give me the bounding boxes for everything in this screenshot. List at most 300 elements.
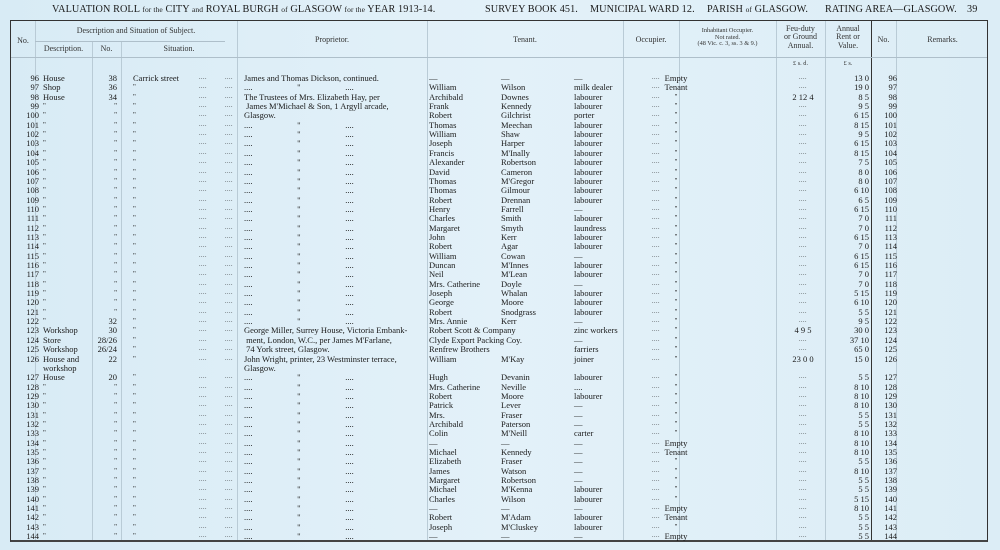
- leader-dots: ....: [225, 392, 233, 399]
- tenant-surname: Cameron: [501, 166, 533, 177]
- proprietor: .... " ....: [244, 231, 354, 242]
- leader-dots: ....: [225, 308, 233, 315]
- leader-dots: ....: [199, 103, 207, 110]
- leader-dots: ....: [652, 514, 660, 521]
- tenant-occupation: labourer: [574, 372, 603, 383]
- leader-dots: ....: [225, 233, 233, 240]
- entry-number-right: 98: [888, 91, 897, 102]
- leader-dots: ....: [652, 290, 660, 297]
- street-number: ": [114, 532, 117, 541]
- leader-dots: ....: [652, 477, 660, 484]
- table-row: [11, 383, 989, 392]
- entry-number: 119: [26, 288, 39, 299]
- leader-dots: ....: [225, 346, 233, 353]
- street-number: ": [114, 419, 117, 428]
- table-row: [11, 280, 989, 289]
- leader-dots: ....: [225, 196, 233, 203]
- tenant-occupation: labourer: [574, 138, 603, 149]
- table-row: [11, 93, 989, 102]
- tenant-surname: Robertson: [501, 475, 536, 486]
- situation: ": [133, 120, 136, 129]
- table-row: [11, 355, 989, 364]
- entry-number: 125: [26, 344, 39, 355]
- tenant-occupation: —: [574, 409, 583, 420]
- situation: ": [133, 261, 136, 269]
- street-number: 22: [108, 353, 117, 364]
- annual-rent: 5 5: [858, 372, 869, 383]
- leader-dots: ....: [652, 392, 660, 399]
- proprietor: .... " ....: [244, 203, 354, 214]
- entry-number-right: 128: [884, 381, 897, 392]
- entry-number-right: 130: [884, 400, 897, 411]
- proprietor: .... " ....: [244, 213, 354, 224]
- situation: ": [133, 354, 136, 363]
- feu-duty: ....: [799, 411, 807, 418]
- tenant-occupation: —: [574, 437, 583, 448]
- leader-dots: ....: [652, 262, 660, 268]
- situation: ": [133, 139, 136, 148]
- street-number: ": [114, 289, 117, 298]
- occupier: ": [674, 476, 678, 485]
- title-text: GLASGOW: [290, 4, 342, 15]
- entry-number: 142: [26, 512, 39, 523]
- tenant-forename: Robert: [429, 306, 453, 317]
- tenant-forename: Robert: [429, 241, 453, 252]
- proprietor: .... " ....: [244, 390, 354, 401]
- tenant-occupation: labourer: [574, 390, 603, 401]
- tenant-occupation: milk dealer: [574, 82, 613, 93]
- tenant-surname: Paterson: [501, 418, 531, 429]
- leader-dots: ....: [199, 262, 207, 268]
- tenant-forename: —: [429, 437, 438, 448]
- occupier: ": [674, 466, 678, 475]
- occupier: Tenant: [664, 512, 688, 523]
- tenant-occupation: labourer: [574, 297, 603, 308]
- entry-number-right: 132: [884, 418, 897, 429]
- tenant-occupation: labourer: [574, 194, 603, 205]
- situation: ": [133, 317, 136, 326]
- feu-duty: ....: [799, 224, 807, 231]
- leader-dots: ....: [225, 271, 233, 278]
- proprietor: .... " ....: [244, 447, 354, 457]
- tenant-forename: Mrs.: [429, 409, 445, 420]
- description: ": [43, 204, 46, 213]
- annual-rent: 8 10: [854, 503, 869, 514]
- street-number: ": [114, 232, 117, 241]
- description: ": [43, 522, 46, 531]
- annual-rent: 8 0: [858, 175, 869, 186]
- description: ": [43, 438, 46, 447]
- tenant-forename: John: [429, 231, 446, 242]
- tenant-forename: Frank: [429, 101, 449, 112]
- entry-number: 103: [26, 138, 39, 149]
- entry-number-right: 137: [884, 465, 897, 476]
- situation: ": [133, 419, 136, 428]
- occupier: ": [674, 102, 678, 111]
- tenant-surname: Smith: [501, 213, 522, 224]
- situation: ": [133, 345, 136, 354]
- title-text: for the: [344, 5, 365, 14]
- leader-dots: ....: [652, 168, 660, 175]
- header-rent-line: Value.: [837, 40, 859, 50]
- occupier: ": [674, 382, 678, 391]
- table-row: [11, 205, 989, 214]
- proprietor: ment, London, W.C., per James M'Farlane,: [244, 334, 392, 345]
- tenant-surname: Agar: [501, 241, 518, 252]
- situation: ": [133, 223, 136, 232]
- header-no: No.: [17, 36, 29, 45]
- description: ": [43, 448, 46, 456]
- leader-dots: ....: [652, 149, 660, 156]
- tenant-forename: Margaret: [429, 222, 460, 233]
- entry-number-right: 136: [884, 456, 897, 467]
- proprietor: .... " ....: [244, 175, 354, 186]
- tenant-surname: Kerr: [501, 231, 517, 242]
- situation: ": [133, 504, 136, 513]
- occupier: ": [674, 176, 678, 185]
- table-row: [11, 186, 989, 195]
- entry-number-right: 99: [888, 101, 897, 112]
- leader-dots: ....: [199, 168, 207, 175]
- proprietor: George Miller, Surrey House, Victoria Embank-: [244, 325, 408, 336]
- tenant-surname: —: [501, 503, 510, 514]
- tenant-forename: Charles: [429, 493, 455, 504]
- proprietor: .... " ....: [244, 147, 354, 158]
- feu-duty: ....: [799, 318, 807, 325]
- feu-duty: ....: [799, 112, 807, 119]
- tenant-surname: Wilson: [501, 493, 526, 504]
- feu-duty: ....: [799, 308, 807, 315]
- tenant-occupation: labourer: [574, 484, 603, 495]
- description: ": [43, 419, 46, 428]
- situation: ": [133, 251, 136, 260]
- table-row: [11, 523, 989, 532]
- proprietor: .... " ....: [244, 475, 354, 486]
- entry-number: 98: [30, 91, 39, 102]
- situation: ": [133, 214, 136, 223]
- occupier: ": [674, 457, 678, 466]
- tenant-forename: Patrick: [429, 400, 454, 411]
- tenant-forename: William: [429, 82, 457, 93]
- street-number: 28/26: [97, 334, 117, 345]
- entry-number: 97: [30, 82, 39, 93]
- entry-number-right: 110: [884, 203, 897, 214]
- occupier: ": [674, 204, 678, 213]
- entry-number-right: 144: [884, 531, 897, 542]
- table-row: [11, 121, 989, 130]
- leader-dots: ....: [652, 430, 660, 437]
- street-number: ": [114, 167, 117, 176]
- leader-dots: ....: [652, 252, 660, 259]
- occupier: ": [674, 92, 678, 101]
- leader-dots: ....: [225, 467, 233, 474]
- entry-number: 112: [26, 222, 39, 233]
- annual-rent: 5 5: [858, 306, 869, 317]
- tenant-surname: M'Cluskey: [501, 521, 538, 532]
- leader-dots: ....: [199, 383, 207, 390]
- leader-dots: ....: [225, 383, 233, 390]
- table-row: [11, 448, 989, 457]
- table-row: [11, 420, 989, 429]
- leader-dots: ....: [199, 224, 207, 231]
- leader-dots: ....: [652, 523, 660, 530]
- description: ": [43, 130, 46, 139]
- occupier: ": [674, 158, 678, 167]
- feu-duty: ....: [799, 262, 807, 268]
- tenant-forename: Colin: [429, 428, 448, 439]
- leader-dots: ....: [199, 121, 207, 128]
- feu-duty: ....: [799, 131, 807, 138]
- description: ": [43, 289, 46, 298]
- annual-rent: 8 10: [854, 390, 869, 401]
- feu-duty: ....: [799, 514, 807, 521]
- annual-rent: 7 0: [858, 213, 869, 224]
- table-row: [11, 504, 989, 513]
- situation: ": [133, 102, 136, 111]
- entry-number: 108: [26, 185, 39, 196]
- street-number: ": [114, 438, 117, 447]
- tenant-occupation: labourer: [574, 175, 603, 186]
- leader-dots: ....: [225, 374, 233, 381]
- entry-number-right: 112: [884, 222, 897, 233]
- feu-duty: ....: [799, 205, 807, 212]
- title-text: of: [745, 5, 753, 14]
- tenant-forename: Margaret: [429, 475, 460, 486]
- tenant-occupation: —: [574, 203, 583, 214]
- leader-dots: ....: [652, 177, 660, 184]
- tenant-occupation: joiner: [574, 353, 594, 364]
- entry-number: 124: [26, 334, 39, 345]
- table-row: [11, 270, 989, 279]
- feu-duty: ....: [799, 271, 807, 278]
- page-number: 39: [967, 4, 978, 15]
- title-text: and: [191, 5, 204, 14]
- street-number: ": [114, 410, 117, 419]
- annual-rent: 6 15: [854, 203, 869, 214]
- street-number: ": [114, 120, 117, 129]
- tenant-occupation: porter: [574, 110, 595, 121]
- entry-number: 129: [26, 390, 39, 401]
- leader-dots: ....: [199, 505, 207, 512]
- leader-dots: ....: [652, 467, 660, 474]
- entry-number-right: 138: [884, 475, 897, 486]
- leader-dots: ....: [199, 523, 207, 530]
- feu-duty: ....: [799, 486, 807, 493]
- leader-dots: ....: [652, 383, 660, 390]
- proprietor: .... " ....: [244, 82, 354, 93]
- leader-dots: ....: [199, 467, 207, 474]
- leader-dots: ....: [199, 299, 207, 306]
- occupier: ": [674, 251, 678, 260]
- leader-dots: ....: [225, 224, 233, 231]
- feu-duty: ....: [799, 467, 807, 474]
- leader-dots: ....: [225, 486, 233, 493]
- occupier: ": [674, 410, 678, 419]
- leader-dots: ....: [225, 439, 233, 446]
- leader-dots: ....: [199, 318, 207, 325]
- tenant-occupation: labourer: [574, 91, 603, 102]
- entry-number-right: 101: [884, 119, 897, 130]
- situation: ": [133, 186, 136, 195]
- leader-dots: ....: [225, 449, 233, 455]
- description: House: [43, 91, 65, 102]
- rating-area: RATING AREA—GLASGOW.: [825, 4, 957, 15]
- leader-dots: ....: [199, 252, 207, 259]
- annual-rent: 5 5: [858, 456, 869, 467]
- proprietor: Glasgow.: [244, 362, 276, 373]
- entry-number: 138: [26, 475, 39, 486]
- annual-rent: 8 10: [854, 437, 869, 448]
- entry-number-right: 120: [884, 297, 897, 308]
- tenant-occupation: —: [574, 465, 583, 476]
- entry-number-right: 142: [884, 512, 897, 523]
- situation: ": [133, 307, 136, 316]
- entry-number: 141: [26, 503, 39, 514]
- proprietor: .... " ....: [244, 531, 354, 542]
- feu-duty: ....: [799, 149, 807, 156]
- feu-duty: ....: [799, 159, 807, 166]
- situation: ": [133, 279, 136, 288]
- leader-dots: ....: [199, 495, 207, 502]
- leader-dots: ....: [199, 420, 207, 427]
- tenant-forename: William: [429, 250, 457, 261]
- entry-number-right: 116: [884, 260, 897, 270]
- annual-rent: 15 0: [854, 353, 869, 364]
- feu-duty: ....: [799, 477, 807, 484]
- situation: ": [133, 429, 136, 438]
- description: ": [43, 223, 46, 232]
- street-number: ": [114, 401, 117, 410]
- description: ": [43, 232, 46, 241]
- entry-number: 100: [26, 110, 39, 121]
- table-row: [11, 345, 989, 354]
- tenant-surname: Cowan: [501, 250, 526, 261]
- table-row: [11, 214, 989, 223]
- street-number: ": [114, 457, 117, 466]
- feu-duty: ....: [799, 215, 807, 222]
- situation: ": [133, 232, 136, 241]
- tenant-surname: M'Inally: [501, 147, 530, 158]
- annual-rent: 5 15: [854, 493, 869, 504]
- leader-dots: ....: [199, 233, 207, 240]
- leader-dots: ....: [225, 420, 233, 427]
- annual-rent: 6 15: [854, 260, 869, 270]
- description: ": [43, 391, 46, 400]
- header-situation: Situation.: [163, 44, 195, 53]
- header-occupier: Occupier.: [635, 35, 667, 44]
- tenant-forename: Hugh: [429, 372, 448, 383]
- tenant-forename: David: [429, 166, 450, 177]
- tenant-forename: —: [429, 503, 438, 514]
- annual-rent: 5 5: [858, 531, 869, 542]
- proprietor: .... " ....: [244, 503, 354, 514]
- entry-number-right: 107: [884, 175, 897, 186]
- leader-dots: ....: [652, 215, 660, 222]
- parish: [707, 4, 808, 15]
- leader-dots: ....: [199, 355, 207, 362]
- annual-rent: 5 5: [858, 512, 869, 523]
- entry-number: 144: [26, 531, 39, 542]
- street-number: ": [114, 102, 117, 111]
- entry-number: 111: [26, 213, 39, 224]
- leader-dots: ....: [199, 140, 207, 147]
- street-number: ": [114, 195, 117, 204]
- entry-number-right: 114: [884, 241, 897, 252]
- leader-dots: ....: [652, 505, 660, 512]
- entry-number-right: 97: [888, 82, 897, 93]
- tenant-occupation: labourer: [574, 147, 603, 158]
- tenant-occupation: farriers: [574, 344, 599, 355]
- tenant-occupation: —: [574, 334, 583, 345]
- table-row: [11, 261, 989, 270]
- description: ": [43, 476, 46, 485]
- situation: ": [133, 204, 136, 213]
- street-number: ": [114, 391, 117, 400]
- entry-number-right: 100: [884, 110, 897, 121]
- tenant-forename: Duncan: [429, 260, 456, 270]
- leader-dots: ....: [652, 243, 660, 250]
- street-number: ": [114, 139, 117, 148]
- municipal-ward: MUNICIPAL WARD 12.: [590, 4, 695, 15]
- tenant-forename: William: [429, 353, 457, 364]
- tenant-surname: —: [501, 531, 510, 542]
- tenant-forename: Michael: [429, 447, 457, 457]
- tenant-forename: Robert: [429, 512, 453, 523]
- leader-dots: ....: [652, 533, 660, 540]
- tenant-surname: Downes: [501, 91, 529, 102]
- table-row: [11, 289, 989, 298]
- entry-number: 107: [26, 175, 39, 186]
- annual-rent: 7 0: [858, 278, 869, 289]
- situation: ": [133, 391, 136, 400]
- occupier: ": [674, 373, 678, 382]
- feu-duty: ....: [799, 420, 807, 427]
- leader-dots: ....: [652, 233, 660, 240]
- feu-duty: ....: [799, 280, 807, 287]
- description: ": [43, 139, 46, 148]
- situation: ": [133, 148, 136, 157]
- tenant-surname: Snodgrass: [501, 306, 536, 317]
- occupier: ": [674, 345, 678, 354]
- annual-rent: 13 0: [854, 73, 869, 83]
- occupier: ": [674, 130, 678, 139]
- table-row: [11, 111, 989, 120]
- annual-rent: 7 5: [858, 157, 869, 168]
- feu-duty: ....: [799, 252, 807, 259]
- tenant-occupation: zinc workers: [574, 325, 618, 336]
- entry-number-right: 134: [884, 437, 897, 448]
- street-number: ": [114, 448, 117, 456]
- tenant-surname: Smyth: [501, 222, 524, 233]
- occupier: ": [674, 317, 678, 326]
- street-number: ": [114, 298, 117, 307]
- feu-duty: ....: [799, 383, 807, 390]
- table-row: [11, 252, 989, 261]
- leader-dots: ....: [652, 402, 660, 409]
- leader-dots: ....: [652, 280, 660, 287]
- tenant-surname: Moore: [501, 297, 524, 308]
- description: ": [43, 382, 46, 391]
- occupier: ": [674, 307, 678, 316]
- occupier: ": [674, 242, 678, 251]
- entry-number-right: 96: [888, 73, 897, 83]
- annual-rent: 6 15: [854, 138, 869, 149]
- proprietor: .... " ....: [244, 437, 354, 448]
- table-row: [11, 139, 989, 148]
- tenant-occupation: labourer: [574, 260, 603, 270]
- entry-number: 123: [26, 325, 39, 336]
- proprietor: .... " ....: [244, 381, 354, 392]
